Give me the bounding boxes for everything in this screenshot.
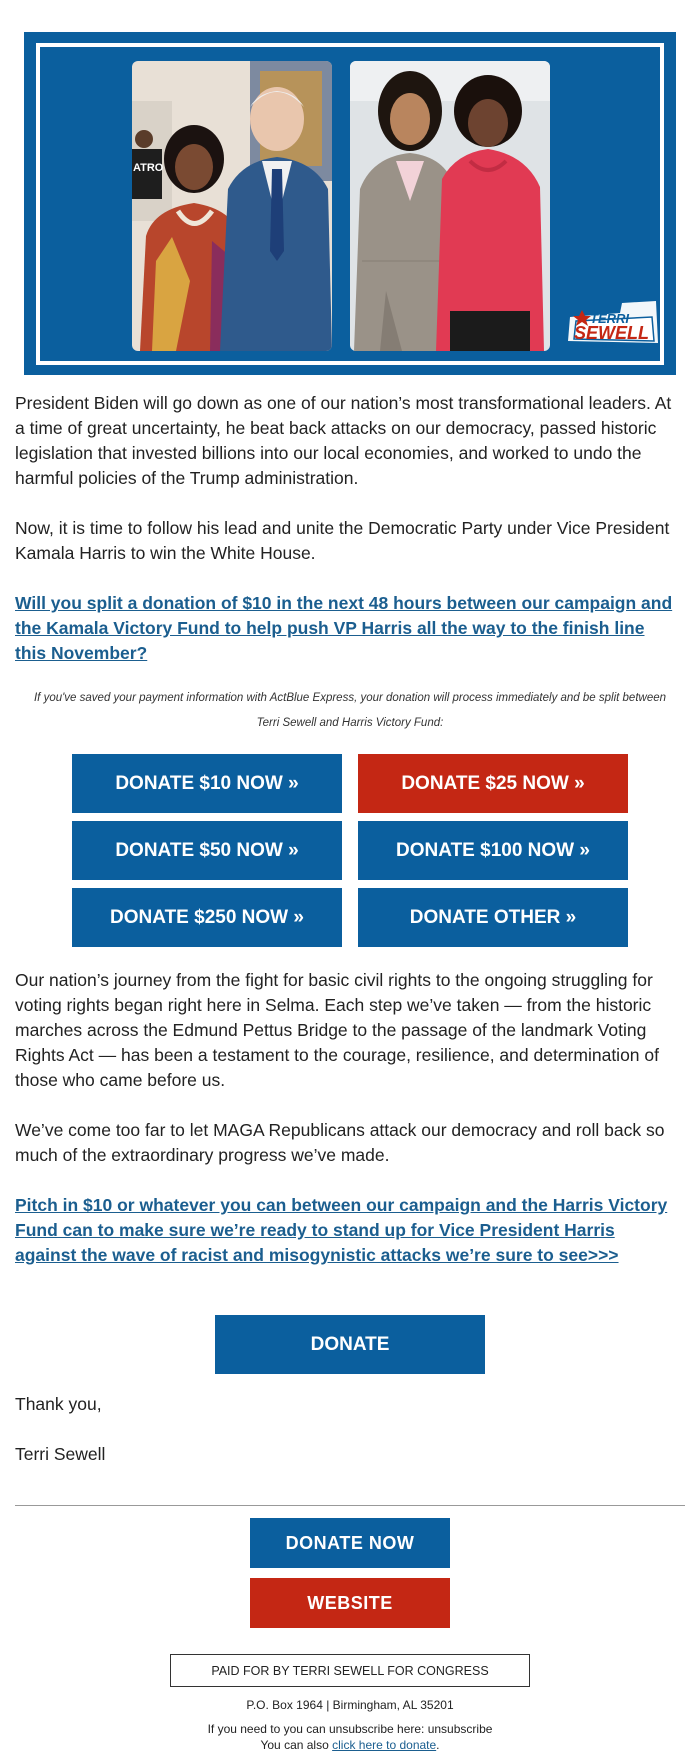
website-button[interactable]: WEBSITE: [250, 1578, 450, 1628]
terri-sewell-logo: [560, 295, 664, 353]
pitch-in-link[interactable]: Pitch in $10 or whatever you can between our campaign and the Harris Victory Fund can to make sure we’re ready to stand up for Vice President Harris against the wave of racist and misogynistic attacks we’re sure to see>>>: [15, 1195, 668, 1265]
mailing-address: P.O. Box 1964 | Birmingham, AL 35201: [246, 1698, 454, 1712]
click-here-to-donate-link[interactable]: click here to donate: [332, 1738, 437, 1752]
header-banner: [24, 32, 676, 375]
photo-sewell-biden-image: [132, 61, 332, 351]
donate-now-button[interactable]: DONATE NOW: [250, 1518, 450, 1568]
photo-harris-sewell: [350, 61, 550, 351]
donate-250-button[interactable]: DONATE $250 NOW »: [72, 888, 342, 947]
paid-for-text: PAID FOR BY TERRI SEWELL FOR CONGRESS: [211, 1663, 489, 1678]
maga-paragraph: We’ve come too far to let MAGA Republicans attack our democracy and roll back so much of the extraordinary progress we’ve made.: [15, 1120, 665, 1165]
donate-other-button[interactable]: DONATE OTHER »: [358, 888, 628, 947]
donate-button[interactable]: DONATE: [215, 1315, 485, 1374]
donate-50-button[interactable]: DONATE $50 NOW »: [72, 821, 342, 880]
paid-for-disclaimer: [170, 1654, 530, 1687]
logo-last-name: SEWELL: [574, 323, 649, 343]
logo-first-name: TERRI: [590, 311, 629, 326]
actblue-note-line-1: If you've saved your payment information with ActBlue Express, your donation will process immediately and be split between: [33, 692, 667, 704]
donate-10-button[interactable]: DONATE $10 NOW »: [72, 754, 342, 813]
donate-100-button[interactable]: DONATE $100 NOW »: [358, 821, 628, 880]
unsubscribe-text: If you need to you can unsubscribe here: unsubscribe: [207, 1722, 493, 1736]
logo-tagline: FOR CONGRESS: [590, 344, 631, 350]
intro-paragraph: President Biden will go down as one of our nation’s most transformational leaders. At a time of great uncertainty, he beat back attacks on our democracy, passed historic legislation that invested billions into our local economies, and worked to undo the harmful policies of the Trump administration.: [15, 393, 672, 488]
terri-sewell-logo-art: [560, 295, 664, 353]
photo-harris-sewell-image: [350, 61, 550, 351]
also-prefix: You can also: [260, 1738, 333, 1752]
shirt-text: ATRO: [133, 162, 164, 174]
harris-paragraph: Now, it is time to follow his lead and unite the Democratic Party under Vice President Kamala Harris to win the White House.: [15, 518, 670, 563]
thank-you-text: Thank you,: [15, 1394, 102, 1414]
photo-sewell-biden: [132, 61, 332, 351]
donate-25-button[interactable]: DONATE $25 NOW »: [358, 754, 628, 813]
also-suffix: .: [436, 1738, 440, 1752]
signature-text: Terri Sewell: [15, 1444, 106, 1464]
selma-paragraph: Our nation’s journey from the fight for basic civil rights to the ongoing struggling for voting rights began right here in Selma. Each step we’ve taken — from the historic marches across the Edmund Pettus Bridge to the passage of the landmark Voting Rights Act — has been a testament to the courage, resilience, and determination of those who came before us.: [15, 970, 659, 1090]
footer-divider: [15, 1505, 685, 1506]
actblue-note-line-2: Terri Sewell and Harris Victory Fund:: [256, 717, 444, 729]
also-donate-line: [0, 1738, 700, 1752]
split-donation-link[interactable]: Will you split a donation of $10 in the next 48 hours between our campaign and the Kamala Victory Fund to help push VP Harris all the way to the finish line this November?: [15, 593, 673, 663]
